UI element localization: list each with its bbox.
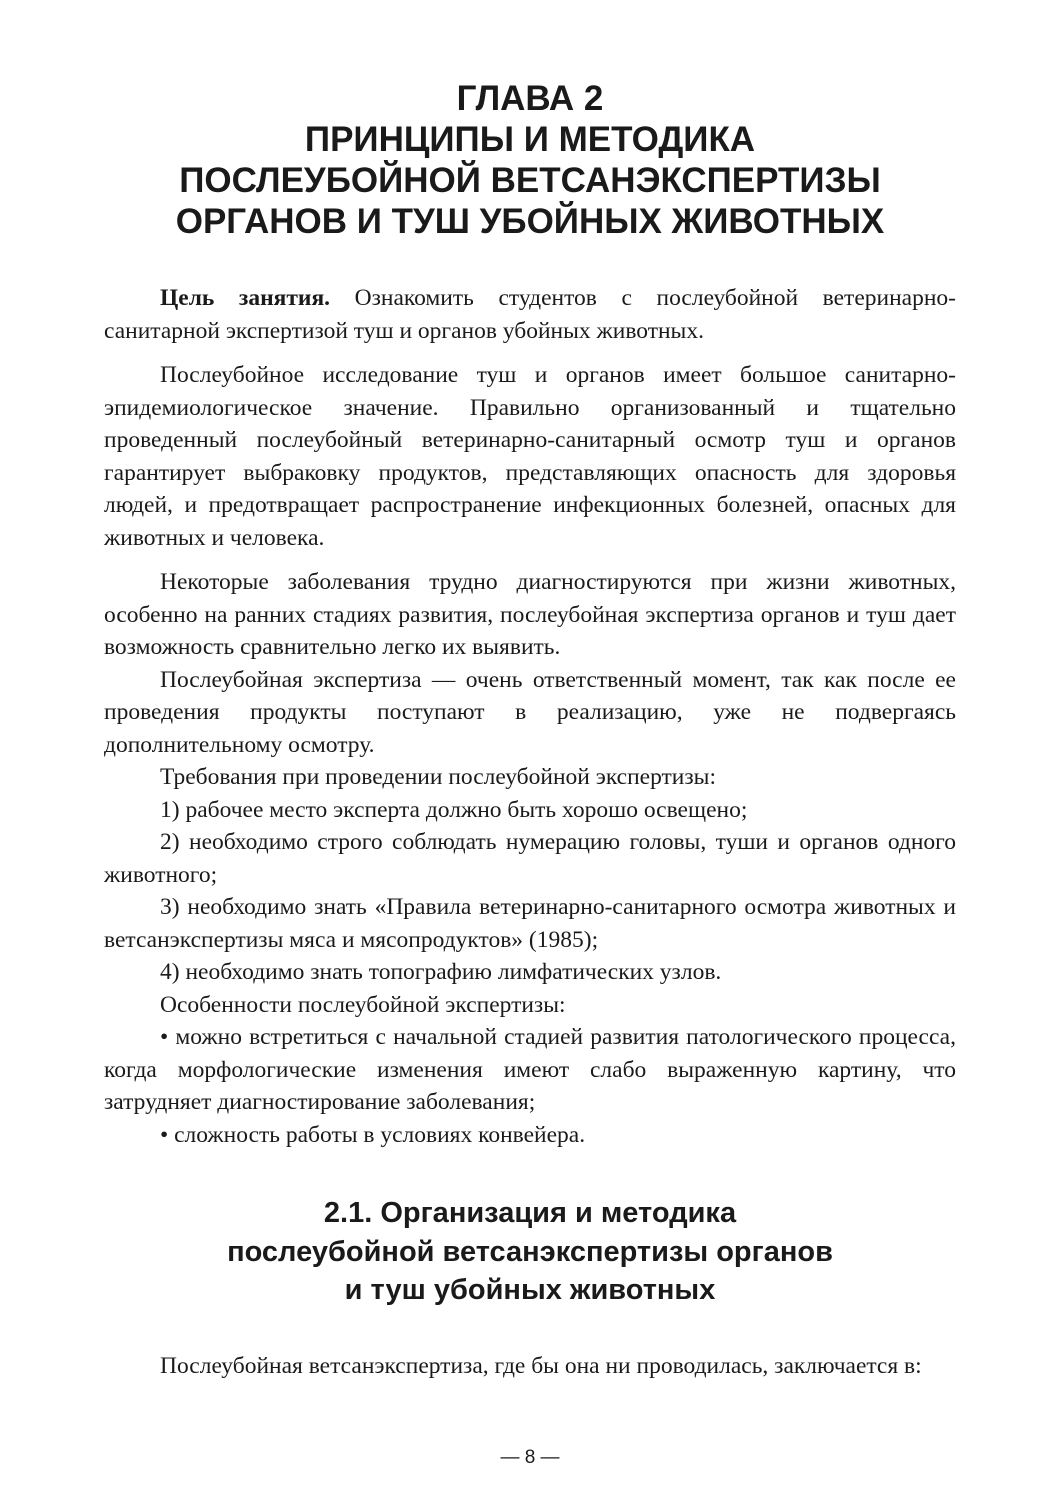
body-paragraph: Особенности послеубойной экспертизы:: [160, 991, 566, 1018]
chapter-title-line: ОРГАНОВ И ТУШ УБОЙНЫХ ЖИВОТНЫХ: [175, 202, 885, 241]
chapter-title: [104, 78, 956, 242]
list-item: 3) необходимо знать «Правила ветеринарно-санитарного осмотра животных и ветсанэкспертизы мяса и мясопродуктов» (1985);: [104, 894, 956, 953]
goal-paragraph: [104, 282, 956, 347]
section-title-line: 2.1. Организация и методика: [323, 1197, 737, 1229]
goal-text: Ознакомить студентов с послеубойной ветеринарно-санитарной экспертизой туш и органов убойных животных.: [104, 285, 956, 344]
body-paragraph: Требования при проведении послеубойной экспертизы:: [160, 764, 716, 790]
goal-lead: Цель занятия.: [160, 285, 331, 311]
bullet-item: • сложность работы в условиях конвейера.: [160, 1121, 586, 1148]
list-item: 2) необходимо строго соблюдать нумерацию головы, туши и органов одного животного;: [104, 829, 956, 888]
body-paragraph: Некоторые заболевания трудно диагностируются при жизни животных, особенно на ранних стадиях развития, послеубойная экспертиза органов и туш дает возможность сравнительно легко их выявить.: [104, 569, 956, 660]
page-content: [104, 78, 956, 1382]
chapter-title-line: ПРИНЦИПЫ И МЕТОДИКА: [304, 120, 756, 159]
body-paragraph: Послеубойное исследование туш и органов имеет большое санитарно-эпидемиологическое значение. Правильно организованный и тщательно проведенный послеубойный ветеринарно-санитарный осмотр туш и органов гарантирует выбраковку продуктов, представляющих опасность для здоровья людей, и предотвращает распространение инфекционных болезней, опасных для животных и человека.: [104, 362, 956, 551]
bullet-item: • можно встретиться с начальной стадией развития патологического процесса, когда морфологические изменения имеют слабо выраженную картину, что затрудняет диагностирование заболевания;: [104, 1024, 956, 1115]
chapter-title-line: ПОСЛЕУБОЙНОЙ ВЕТСАНЭКСПЕРТИЗЫ: [179, 161, 881, 200]
chapter-title-line: ГЛАВА 2: [456, 79, 604, 118]
list-item: 1) рабочее место эксперта должно быть хорошо освещено;: [160, 796, 748, 823]
page-number: — 8 —: [500, 1447, 560, 1468]
section-title-line: послеубойной ветсанэкспертизы органов: [227, 1235, 833, 1268]
list-item: 4) необходимо знать топографию лимфатических узлов.: [160, 959, 722, 985]
section-paragraph: Послеубойная ветсанэкспертиза, где бы она ни проводилась, заключается в:: [160, 1352, 922, 1379]
section-title-line: и туш убойных животных: [344, 1274, 716, 1306]
body-paragraph: Послеубойная экспертиза — очень ответственный момент, так как после ее проведения продукты поступают в реализацию, уже не подвергаясь дополнительному осмотру.: [104, 666, 956, 758]
section-title: [104, 1194, 956, 1310]
